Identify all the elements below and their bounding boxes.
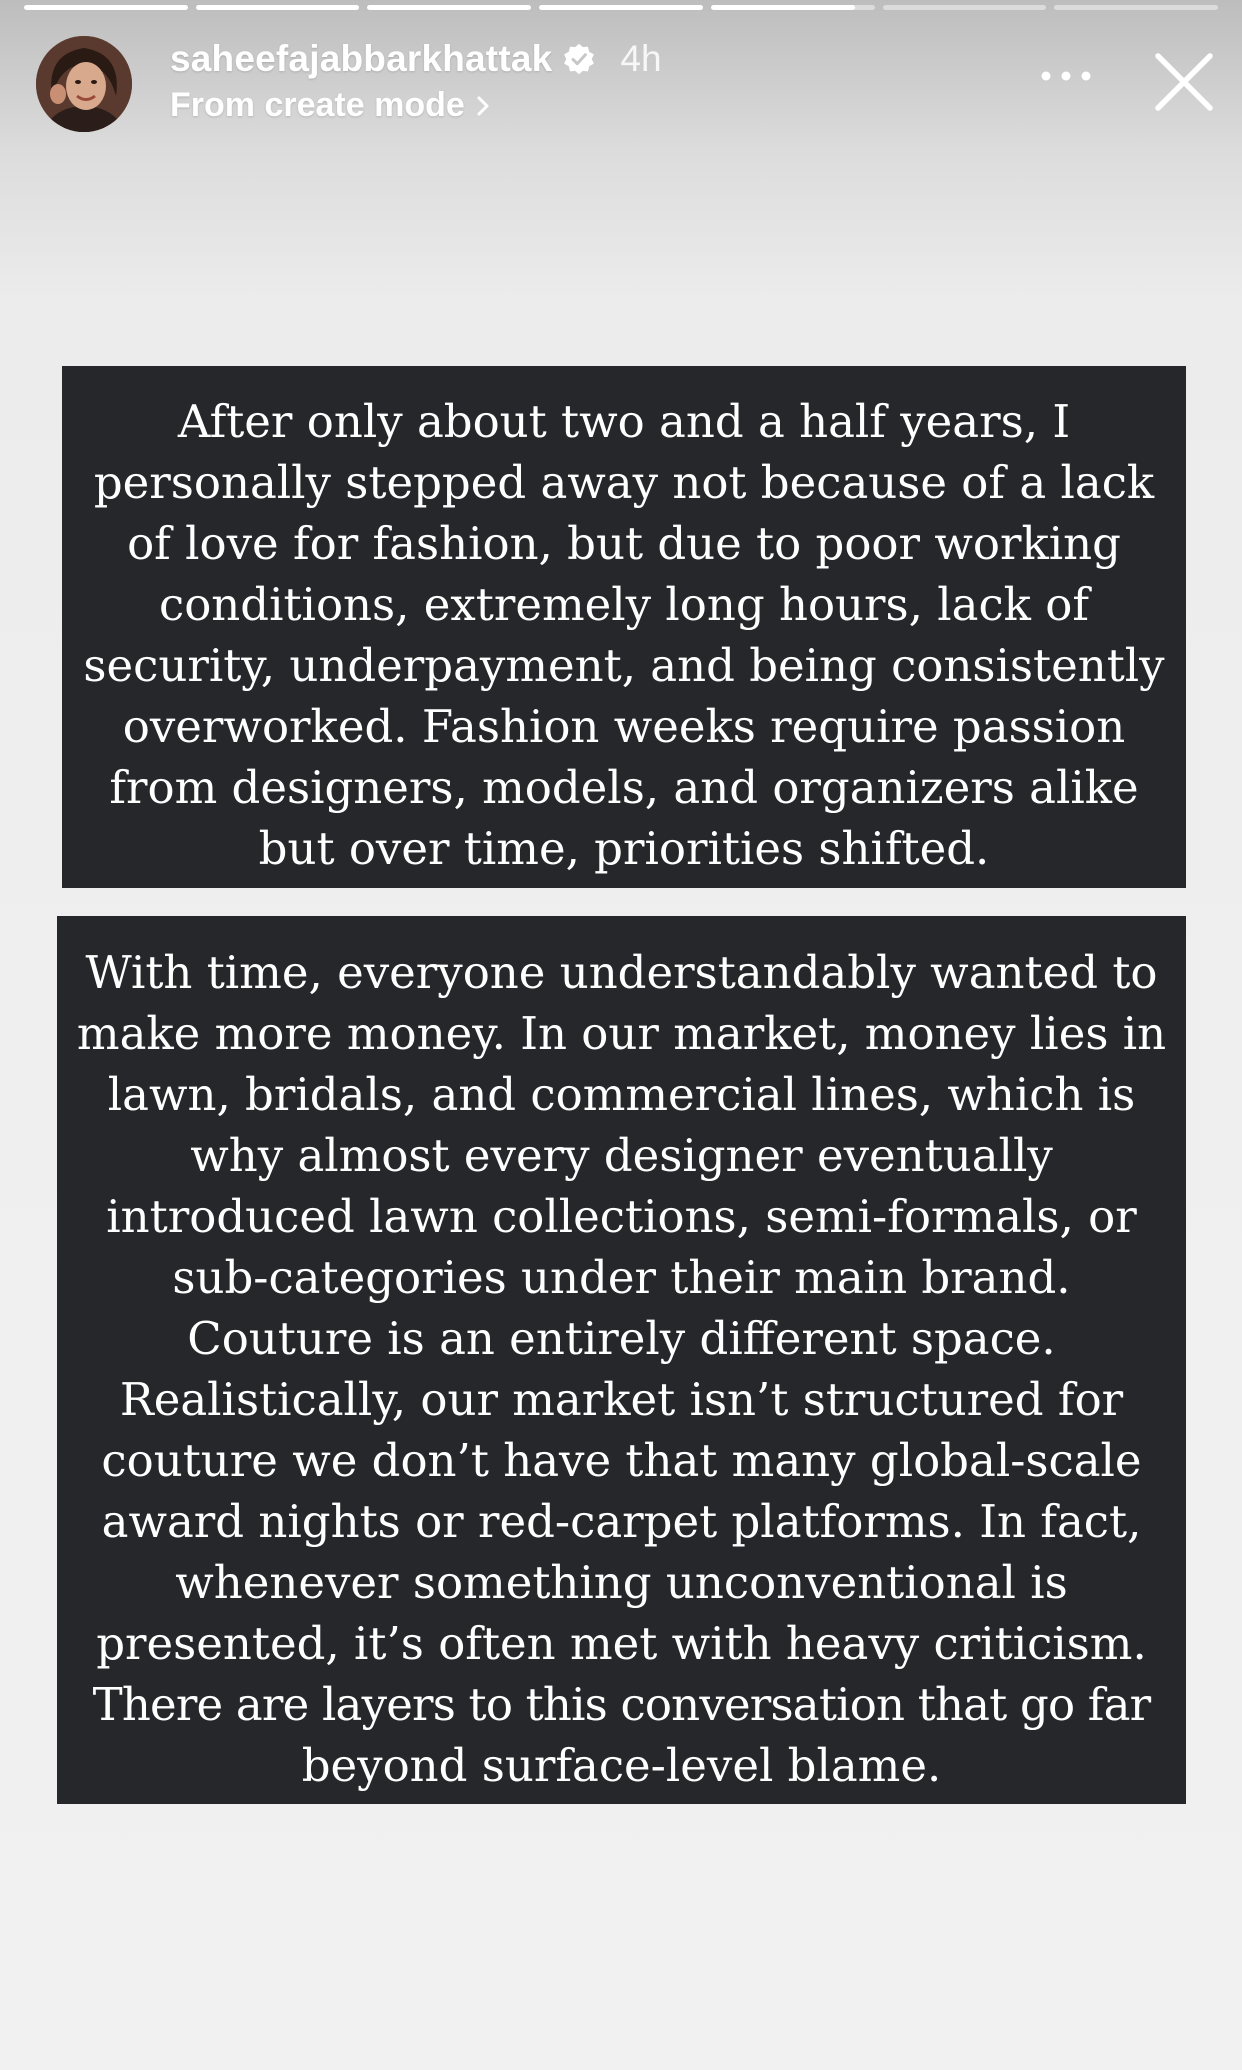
text-line: beyond surface-level blame. [301, 1739, 942, 1792]
progress-fill [196, 5, 360, 10]
text-line: conditions, extremely long hours, lack of [159, 578, 1089, 631]
text-line: There are layers to this conversation that go far [92, 1678, 1151, 1731]
story-progress-bar [24, 5, 1218, 11]
story-meta [170, 34, 662, 125]
chevron-right-icon [475, 94, 491, 118]
text-line: lawn, bridals, and commercial lines, which is [107, 1068, 1136, 1121]
text-line: personally stepped away not because of a lack [93, 456, 1155, 509]
story-progress-segment [883, 5, 1047, 10]
story-progress-segment [24, 5, 188, 10]
close-icon[interactable] [1152, 50, 1216, 114]
create-mode-link[interactable] [170, 86, 662, 125]
text-line: why almost every designer eventually [190, 1129, 1053, 1182]
story-progress-segment [1054, 5, 1218, 10]
progress-fill [367, 5, 531, 10]
progress-fill [24, 5, 188, 10]
progress-fill [711, 5, 855, 10]
post-time: 4h [620, 38, 662, 79]
text-line: After only about two and a half years, I [177, 395, 1071, 448]
text-line: With time, everyone understandably wanted to [85, 946, 1158, 999]
text-line: sub-categories under their main brand. [172, 1251, 1071, 1304]
story-progress-segment [711, 5, 875, 10]
story-progress-segment [196, 5, 360, 10]
story-header [36, 34, 1206, 134]
progress-fill [539, 5, 703, 10]
story-progress-segment [539, 5, 703, 10]
text-line: presented, it’s often met with heavy criticism. [96, 1617, 1147, 1670]
text-line: couture we don’t have that many global-scale [101, 1434, 1142, 1487]
text-line: whenever something unconventional is [175, 1556, 1068, 1609]
text-line: security, underpayment, and being consistently [83, 639, 1165, 692]
text-line: Realistically, our market isn’t structured for [119, 1373, 1124, 1426]
text-line: make more money. In our market, money lies in [76, 1007, 1167, 1060]
text-line: introduced lawn collections, semi-formals, or [106, 1190, 1137, 1243]
username[interactable]: saheefajabbarkhattak [170, 38, 553, 79]
text-line: but over time, priorities shifted. [258, 822, 990, 875]
avatar[interactable] [36, 36, 132, 132]
text-line: from designers, models, and organizers alike [109, 761, 1139, 814]
text-line: award nights or red-carpet platforms. In fact, [101, 1495, 1142, 1548]
create-mode-label: From create mode [170, 86, 465, 124]
text-line: of love for fashion, but due to poor working [127, 517, 1121, 570]
user-line [170, 34, 662, 84]
story-text-block-2 [57, 916, 1186, 1804]
avatar-image [36, 36, 132, 132]
verified-badge-icon [562, 42, 596, 76]
story-text-block-1 [62, 366, 1186, 888]
text-line: Couture is an entirely different space. [187, 1312, 1056, 1365]
text-line: overworked. Fashion weeks require passion [122, 700, 1126, 753]
more-options-icon[interactable] [1036, 64, 1096, 88]
story-progress-segment [367, 5, 531, 10]
